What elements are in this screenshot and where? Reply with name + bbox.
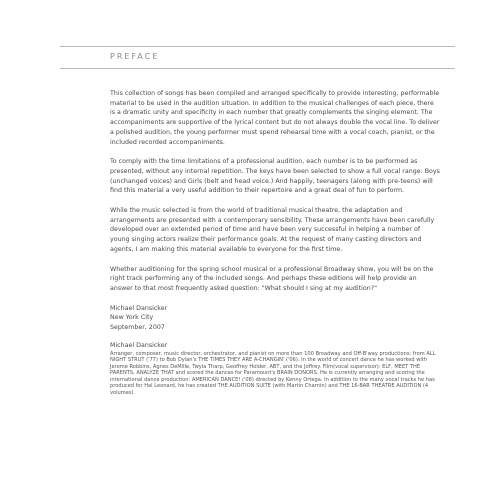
signature-location: New York City xyxy=(110,314,154,322)
bio-text: Arranger, composer, music director, orchestrator, and pianist on more than 100 Broadway and Off-B'way productions: from ALL NIGHT STRUT ('77) to Bob Dylan's THE TIMES THEY ARE A-CHANGIN' ('06). In the world of concert dance he has worked with Jerome Robbins, Agnes DeMille, Twyla Tharp, Geoffrey Holder, ABT, and the Joffrey. Film(vocal supervisor): ELF, MEET THE PARENTS, ANALYZE THAT and scored the dances for Paramount's BRAIN DONORS. He is currently arranging and scoring the international dance production: AMERICAN DANCE! ('08) directed by Kenny Ortega. In addition to the many vocal tracks he has produced for Hal Leonard, he has created THE AUDITION SUITE (with Martin Charnin) and THE 16-BAR THEATRE AUDITION (4 volumes). xyxy=(110,350,436,396)
header-rule-bottom xyxy=(60,68,455,69)
paragraph: To comply with the time limitations of a professional audition, each number is to be performed as presented, without any internal repetition. The keys have been selected to show a full vocal range: Boys (unchanged voices) and Girls (belt and head voice.) And happily, teenagers (along with pre-teens) will find this material a very useful addition to their repertoire and a great deal of fun to perform. xyxy=(110,158,440,195)
paragraph: This collection of songs has been compiled and arranged specifically to provide interesting, performable material to be used in the audition situation. In addition to the musical challenges of each piece, there is a dramatic unity and specificity in each number that greatly complements the singing element. The accompaniments are supportive of the lyrical content but do not always double the vocal line. To deliver a polished audition, the young performer must spend rehearsal time with a vocal coach, pianist, or the included recorded accompaniments. xyxy=(110,90,440,146)
signature-date: September, 2007 xyxy=(110,323,165,331)
signature-name: Michael Dansicker xyxy=(110,304,168,312)
preface-body xyxy=(110,89,440,406)
bio-name: Michael Dansicker xyxy=(110,342,168,350)
header-rule-top xyxy=(60,46,455,47)
page-title: PREFACE xyxy=(110,52,160,61)
paragraph: Whether auditioning for the spring school musical or a professional Broadway show, you will be on the right track performing any of the included songs. And perhaps these editions will help provide an answer to that most frequently asked question: "What should I sing at my audition?" xyxy=(110,265,434,292)
paragraph: While the music selected is from the world of traditional musical theatre, the adaptation and arrangements are presented with a contemporary sensibility. These arrangements have been carefully developed over an extended period of time and have been very successful in helping a number of young singing actors realize their performance goals. At the request of many casting directors and agents, I am making this material available to everyone for the first time. xyxy=(110,207,435,253)
signature-block xyxy=(110,304,440,333)
